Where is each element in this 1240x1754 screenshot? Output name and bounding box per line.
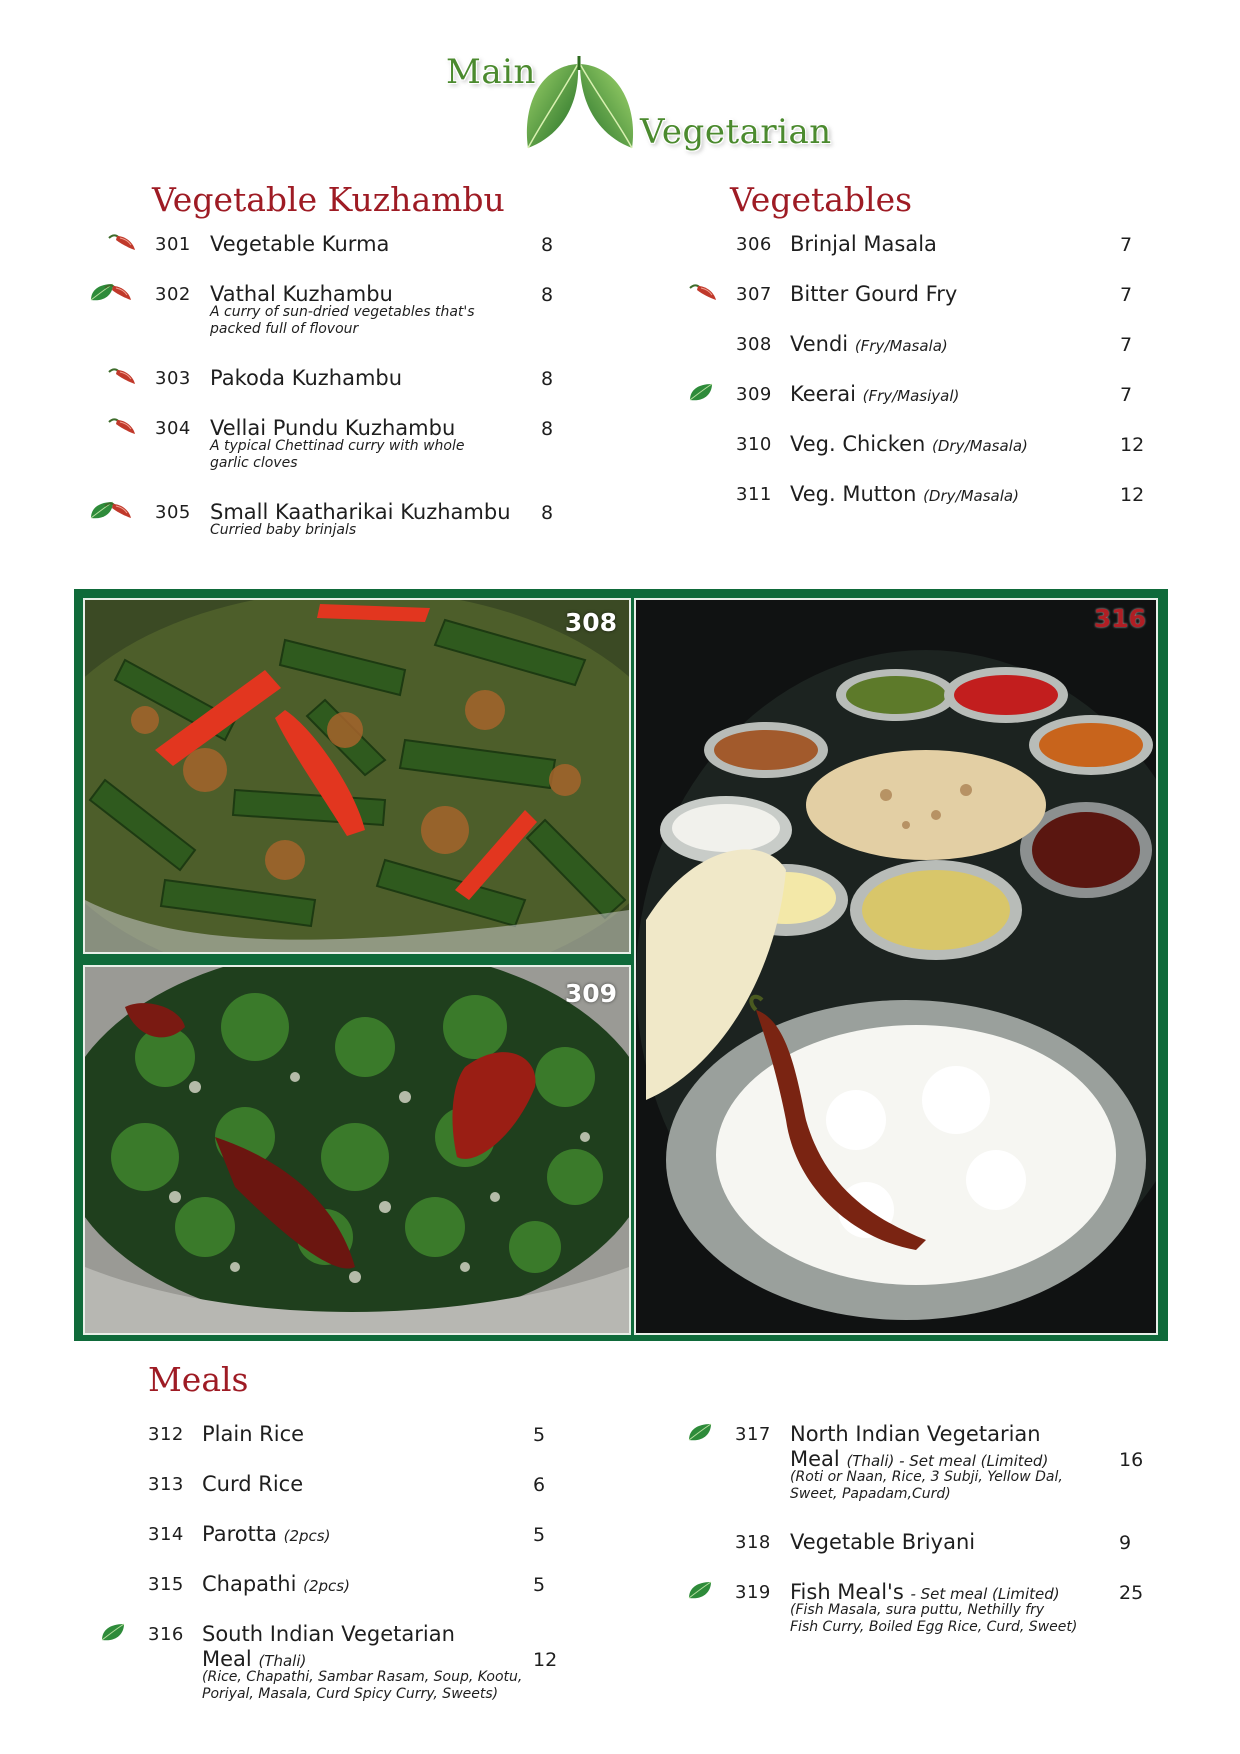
leaf-icon: [688, 382, 714, 404]
menu-item-318: [735, 1532, 1159, 1572]
item-price: 8: [541, 418, 554, 440]
chili-icon: [107, 366, 137, 386]
photo-frame: [74, 589, 1168, 1341]
dietary-icons: [100, 1622, 132, 1644]
leaf-icon: [100, 1622, 126, 1644]
photo-south-indian-thali: [634, 598, 1158, 1335]
item-number: 315: [148, 1574, 184, 1595]
item-note: (2pcs): [283, 1527, 331, 1545]
menu-item-317: [735, 1422, 1159, 1502]
chili-icon: [107, 416, 137, 436]
item-name-text: North Indian Vegetarian: [790, 1422, 1041, 1446]
photo-label-316: 316: [1093, 604, 1146, 633]
item-description: Poriyal, Masala, Curd Spicy Curry, Sweets): [202, 1686, 499, 1702]
item-note-2: (Thali) - Set meal (Limited): [846, 1452, 1049, 1470]
item-name-text: Plain Rice: [202, 1422, 305, 1446]
item-description: Fish Curry, Boiled Egg Rice, Curd, Sweet): [790, 1619, 1078, 1635]
dietary-icons: [107, 416, 139, 438]
item-name: [790, 382, 959, 406]
chili-icon: [103, 282, 133, 302]
item-number: 316: [148, 1624, 184, 1645]
leaf-icon: [687, 1580, 713, 1602]
item-price: 8: [541, 284, 554, 306]
dietary-icons: [687, 1580, 719, 1602]
item-name-text: Brinjal Masala: [790, 232, 937, 256]
menu-item-319: [735, 1580, 1159, 1635]
item-name-text: Bitter Gourd Fry: [790, 282, 958, 306]
menu-item-302: [155, 282, 581, 337]
item-number: 314: [148, 1524, 184, 1545]
dietary-icons: [89, 282, 139, 304]
item-note: (Dry/Masala): [932, 437, 1028, 455]
item-number: 317: [735, 1424, 771, 1445]
item-name: [790, 232, 937, 256]
menu-item-307: [736, 284, 1160, 324]
item-name-text-2: Meal: [202, 1647, 252, 1671]
section-title-meals: Meals: [148, 1360, 249, 1399]
item-note: (Dry/Masala): [923, 487, 1019, 505]
chili-icon: [688, 282, 718, 302]
item-note-2: (Thali): [258, 1652, 307, 1670]
item-description: A curry of sun-dried vegetables that's: [210, 304, 475, 320]
keerai-image: [85, 967, 629, 1333]
section-title-vegetables: Vegetables: [730, 180, 913, 219]
photo-label-308: 308: [564, 608, 617, 637]
menu-item-311: [736, 484, 1160, 524]
item-number: 305: [155, 502, 191, 523]
item-number: 307: [736, 284, 772, 305]
item-name: [202, 1422, 304, 1446]
menu-item-304: [155, 416, 581, 471]
item-description: A typical Chettinad curry with whole: [210, 438, 465, 454]
item-name: [790, 1530, 975, 1554]
item-number: 313: [148, 1474, 184, 1495]
menu-item-303: [155, 368, 581, 408]
item-name-text: Parotta: [202, 1522, 277, 1546]
betel-leaf-logo-icon: [520, 56, 640, 156]
okra-image: [85, 600, 629, 952]
item-name-text: Vegetable Kurma: [210, 232, 390, 256]
chili-icon: [103, 500, 133, 520]
logo-word-main: Main: [446, 52, 536, 92]
leaf-icon: [687, 1422, 713, 1444]
item-name-text: Veg. Chicken: [790, 432, 926, 456]
item-price: 8: [541, 234, 554, 256]
item-number: 308: [736, 334, 772, 355]
item-name: [202, 1622, 455, 1646]
item-name-text: Chapathi: [202, 1572, 297, 1596]
item-price: 8: [541, 502, 554, 524]
item-price: 16: [1119, 1449, 1144, 1471]
item-description: Curried baby brinjals: [210, 522, 357, 538]
item-name-text: Vathal Kuzhambu: [210, 282, 393, 306]
item-name-text: Pakoda Kuzhambu: [210, 366, 403, 390]
item-description: (Roti or Naan, Rice, 3 Subji, Yellow Dal,: [790, 1469, 1063, 1485]
menu-item-306: [736, 234, 1160, 274]
item-number: 318: [735, 1532, 771, 1553]
item-name-text: Fish Meal's: [790, 1580, 904, 1604]
item-price: 7: [1120, 334, 1133, 356]
item-name-line2: [202, 1647, 306, 1671]
item-name-text: Vendi: [790, 332, 849, 356]
item-name: [202, 1472, 303, 1496]
item-name: [210, 282, 393, 306]
item-description: garlic cloves: [210, 455, 298, 471]
item-price: 9: [1119, 1532, 1132, 1554]
item-name: [202, 1522, 330, 1546]
item-name-text: Curd Rice: [202, 1472, 304, 1496]
item-name: [202, 1572, 350, 1596]
item-price: 5: [533, 1424, 546, 1446]
item-price: 12: [533, 1649, 558, 1671]
item-name: [790, 1580, 1060, 1604]
item-number: 302: [155, 284, 191, 305]
item-name-text: Vegetable Briyani: [790, 1530, 976, 1554]
item-description: (Fish Masala, sura puttu, Nethilly fry: [790, 1602, 1045, 1618]
item-number: 301: [155, 234, 191, 255]
photo-okra-masala: [83, 598, 631, 954]
item-price: 5: [533, 1574, 546, 1596]
item-name-text: South Indian Vegetarian: [202, 1622, 455, 1646]
item-name: [210, 500, 511, 524]
dietary-icons: [688, 382, 720, 404]
item-name: [790, 482, 1019, 506]
item-name: [210, 416, 455, 440]
item-name: [210, 366, 402, 390]
photo-keerai: [83, 965, 631, 1335]
menu-item-301: [155, 234, 581, 274]
item-name: [790, 432, 1028, 456]
menu-item-308: [736, 334, 1160, 374]
item-number: 303: [155, 368, 191, 389]
menu-item-314: [148, 1524, 573, 1564]
item-description: (Rice, Chapathi, Sambar Rasam, Soup, Kootu,: [202, 1669, 523, 1685]
item-name-text-2: Meal: [790, 1447, 840, 1471]
item-description: Sweet, Papadam,Curd): [790, 1486, 951, 1502]
item-description: packed full of flovour: [210, 321, 359, 337]
item-number: 311: [736, 484, 772, 505]
chili-icon: [107, 232, 137, 252]
item-number: 309: [736, 384, 772, 405]
dietary-icons: [89, 500, 139, 522]
item-name-text: Vellai Pundu Kuzhambu: [210, 416, 456, 440]
menu-item-310: [736, 434, 1160, 474]
dietary-icons: [107, 366, 139, 388]
item-note: (Fry/Masiyal): [862, 387, 960, 405]
logo-word-vegetarian: Vegetarian: [640, 112, 832, 152]
item-name-text: Veg. Mutton: [790, 482, 917, 506]
item-name-text: Keerai: [790, 382, 856, 406]
menu-item-312: [148, 1424, 573, 1464]
photo-label-309: 309: [564, 979, 617, 1008]
item-price: 5: [533, 1524, 546, 1546]
item-number: 319: [735, 1582, 771, 1603]
dietary-icons: [688, 282, 720, 304]
item-price: 7: [1120, 234, 1133, 256]
section-title-vegetable-kuzhambu: Vegetable Kuzhambu: [152, 180, 505, 219]
item-name: [790, 332, 948, 356]
item-number: 312: [148, 1424, 184, 1445]
item-name-line2: [790, 1447, 1048, 1471]
item-price: 25: [1119, 1582, 1144, 1604]
item-note: (Fry/Masala): [854, 337, 948, 355]
dietary-icons: [687, 1422, 719, 1444]
item-price: 7: [1120, 284, 1133, 306]
menu-item-305: [155, 502, 581, 542]
item-number: 310: [736, 434, 772, 455]
menu-item-316: [148, 1622, 573, 1702]
item-number: 304: [155, 418, 191, 439]
item-name: [790, 1422, 1041, 1446]
menu-item-315: [148, 1574, 573, 1614]
menu-item-313: [148, 1474, 573, 1514]
item-name: [210, 232, 389, 256]
menu-item-309: [736, 384, 1160, 424]
item-note: - Set meal (Limited): [910, 1585, 1060, 1603]
item-price: 12: [1120, 434, 1145, 456]
dietary-icons: [107, 232, 139, 254]
thali-image: [636, 600, 1156, 1333]
item-number: 306: [736, 234, 772, 255]
item-price: 8: [541, 368, 554, 390]
item-name: [790, 282, 957, 306]
item-name-text: Small Kaatharikai Kuzhambu: [210, 500, 511, 524]
item-price: 7: [1120, 384, 1133, 406]
item-note: (2pcs): [303, 1577, 350, 1595]
item-price: 12: [1120, 484, 1145, 506]
item-price: 6: [533, 1474, 546, 1496]
